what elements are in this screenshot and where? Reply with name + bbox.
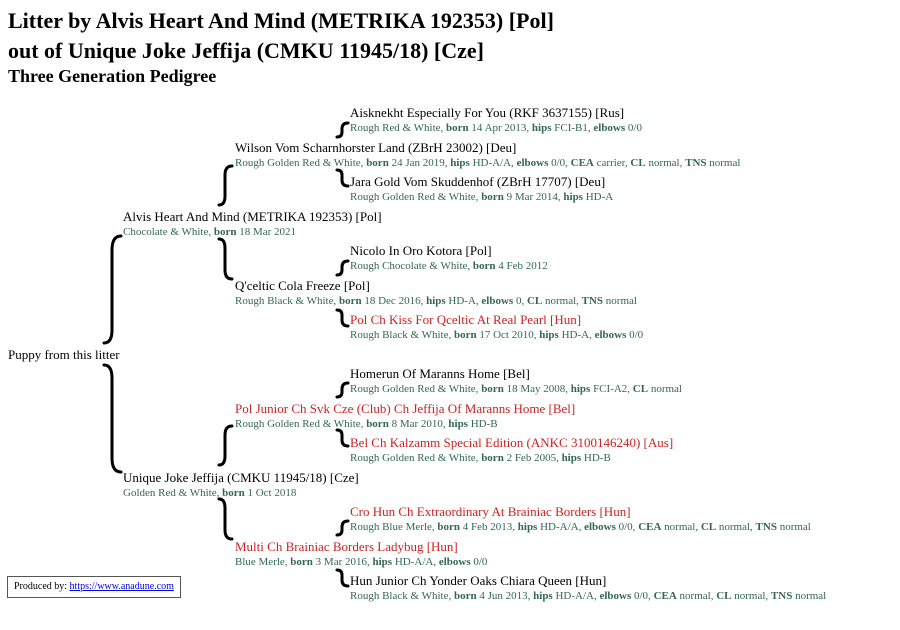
bracket-ggp-4 bbox=[337, 310, 348, 326]
detail-key: TNS bbox=[755, 521, 777, 533]
detail-key: CL bbox=[526, 295, 543, 307]
bracket-ggp-8 bbox=[337, 570, 348, 586]
detail-key: elbows bbox=[481, 295, 514, 307]
great-granddam-3 bbox=[350, 435, 673, 465]
dog-details: Rough Golden Red & White, born 24 Jan 2019, hips HD-A/A, elbows 0/0, CEA carrier, CL normal, TNS normal bbox=[235, 157, 741, 169]
detail-key: born bbox=[481, 452, 504, 464]
detail-key: CL bbox=[632, 383, 649, 395]
dog-name: Cro Hun Ch Extraordinary At Brainiac Borders [Hun] bbox=[350, 504, 631, 519]
detail-key: born bbox=[453, 329, 477, 341]
dam bbox=[123, 470, 359, 500]
producer-credit bbox=[7, 576, 181, 598]
granddam-maternal bbox=[235, 539, 487, 569]
detail-key: TNS bbox=[685, 157, 707, 169]
detail-key: hips bbox=[448, 418, 468, 430]
bracket-ggp-7 bbox=[337, 521, 348, 535]
detail-key: hips bbox=[372, 556, 393, 568]
dog-details: Rough Black & White, born 17 Oct 2010, hips HD-A, elbows 0/0 bbox=[350, 329, 644, 341]
dog-name: Hun Junior Ch Yonder Oaks Chiara Queen [Hun] bbox=[350, 573, 607, 588]
detail-key: born bbox=[366, 418, 389, 430]
dog-details: Rough Black & White, born 18 Dec 2016, hips HD-A, elbows 0, CL normal, TNS normal bbox=[235, 295, 637, 307]
bracket-dam-dam bbox=[219, 499, 232, 539]
dog-details: Rough Blue Merle, born 4 Feb 2013, hips HD-A/A, elbows 0/0, CEA normal, CL normal, TNS normal bbox=[350, 521, 811, 533]
detail-key: CEA bbox=[653, 590, 677, 602]
dog-details: Rough Golden Red & White, born 2 Feb 2005, hips HD-B bbox=[350, 452, 611, 464]
detail-key: elbows bbox=[594, 329, 627, 341]
dog-details: Rough Black & White, born 4 Jun 2013, hips HD-A/A, elbows 0/0, CEA normal, CL normal, TNS normal bbox=[350, 590, 827, 602]
dog-details: Golden Red & White, born 1 Oct 2018 bbox=[123, 487, 297, 499]
dog-name: Q'celtic Cola Freeze [Pol] bbox=[235, 278, 370, 293]
dog-name: Unique Joke Jeffija (CMKU 11945/18) [Cze] bbox=[123, 470, 359, 485]
bracket-ggp-2 bbox=[337, 170, 348, 186]
grandsire-maternal bbox=[235, 401, 575, 431]
detail-key: born bbox=[453, 590, 477, 602]
bracket-sire-sire bbox=[219, 166, 232, 205]
page-title-line-1: Litter by Alvis Heart And Mind (METRIKA 192353) [Pol] bbox=[8, 8, 554, 33]
dog-details: Rough Golden Red & White, born 18 May 2008, hips FCI-A2, CL normal bbox=[350, 383, 682, 395]
bracket-sire-dam bbox=[219, 239, 232, 279]
bracket-ggp-5 bbox=[337, 383, 348, 397]
dog-name: Jara Gold Vom Skuddenhof (ZBrH 17707) [Deu] bbox=[350, 174, 606, 189]
detail-key: hips bbox=[531, 122, 552, 134]
dog-details: Blue Merle, born 3 Mar 2016, hips HD-A/A, elbows 0/0 bbox=[235, 556, 488, 568]
great-granddam-1 bbox=[350, 174, 613, 204]
bracket-ggp-3 bbox=[337, 261, 348, 275]
detail-key: CL bbox=[700, 521, 717, 533]
producer-link[interactable]: https://www.anadune.com bbox=[69, 581, 174, 592]
detail-key: elbows bbox=[516, 157, 549, 169]
detail-key: CL bbox=[630, 157, 646, 169]
detail-key: born bbox=[446, 122, 469, 134]
great-grandsire-1 bbox=[350, 105, 642, 135]
great-granddam-2 bbox=[350, 312, 643, 342]
detail-key: born bbox=[481, 191, 504, 203]
detail-key: elbows bbox=[593, 122, 626, 134]
bracket-dam-sire bbox=[219, 426, 232, 465]
detail-key: born bbox=[366, 157, 389, 169]
detail-key: hips bbox=[517, 521, 538, 533]
producer-label: Produced by: bbox=[14, 581, 70, 592]
puppy-label: Puppy from this litter bbox=[8, 347, 120, 362]
dog-name: Homerun Of Maranns Home [Bel] bbox=[350, 366, 530, 381]
dog-details: Chocolate & White, born 18 Mar 2021 bbox=[123, 226, 297, 238]
page-subtitle: Three Generation Pedigree bbox=[8, 66, 217, 86]
great-grandsire-3 bbox=[350, 366, 682, 396]
bracket-puppy-dam bbox=[104, 365, 121, 472]
granddam-paternal bbox=[235, 278, 637, 308]
detail-key: CEA bbox=[638, 521, 662, 533]
dog-name: Pol Junior Ch Svk Cze (Club) Ch Jeffija Of Maranns Home [Bel] bbox=[235, 401, 576, 416]
detail-key: born bbox=[290, 556, 313, 568]
detail-key: born bbox=[472, 260, 496, 272]
detail-key: born bbox=[481, 383, 504, 395]
detail-key: elbows bbox=[599, 590, 632, 602]
dog-name: Wilson Vom Scharnhorster Land (ZBrH 23002) [Deu] bbox=[235, 140, 517, 155]
bracket-ggp-6 bbox=[337, 430, 348, 446]
detail-key: hips bbox=[426, 295, 446, 307]
sire bbox=[123, 209, 382, 239]
dog-name: Alvis Heart And Mind (METRIKA 192353) [Pol] bbox=[123, 209, 382, 224]
detail-key: TNS bbox=[770, 590, 793, 602]
great-grandsire-2 bbox=[350, 243, 548, 273]
detail-key: hips bbox=[450, 157, 470, 169]
detail-key: CL bbox=[716, 590, 732, 602]
detail-key: elbows bbox=[438, 556, 471, 568]
detail-key: born bbox=[222, 487, 245, 499]
dog-details: Rough Golden Red & White, born 9 Mar 2014, hips HD-A bbox=[350, 191, 614, 203]
detail-key: born bbox=[437, 521, 461, 533]
detail-key: born bbox=[338, 295, 362, 307]
great-granddam-4 bbox=[350, 573, 826, 603]
dog-name: Bel Ch Kalzamm Special Edition (ANKC 3100146240) [Aus] bbox=[350, 435, 674, 450]
detail-key: elbows bbox=[584, 521, 616, 533]
dog-name: Multi Ch Brainiac Borders Ladybug [Hun] bbox=[235, 539, 458, 554]
dog-details: Rough Chocolate & White, born 4 Feb 2012 bbox=[350, 260, 548, 272]
dog-name: Aisknekht Especially For You (RKF 3637155) [Rus] bbox=[350, 105, 625, 120]
detail-key: hips bbox=[570, 383, 591, 395]
bracket-puppy-sire bbox=[104, 236, 121, 343]
detail-key: hips bbox=[533, 590, 553, 602]
detail-key: born bbox=[213, 226, 237, 238]
detail-key: hips bbox=[563, 191, 583, 203]
detail-key: hips bbox=[561, 452, 582, 464]
page-title-line-2: out of Unique Joke Jeffija (CMKU 11945/18) [Cze] bbox=[8, 38, 484, 63]
dog-details: Rough Red & White, born 14 Apr 2013, hips FCI-B1, elbows 0/0 bbox=[350, 122, 642, 134]
grandsire-paternal bbox=[235, 140, 740, 170]
detail-key: TNS bbox=[581, 295, 604, 307]
detail-key: CEA bbox=[570, 157, 594, 169]
dog-name: Pol Ch Kiss For Qceltic At Real Pearl [Hun] bbox=[350, 312, 582, 327]
bracket-ggp-1 bbox=[337, 123, 348, 137]
great-grandsire-4 bbox=[350, 504, 811, 534]
dog-name: Nicolo In Oro Kotora [Pol] bbox=[350, 243, 492, 258]
detail-key: hips bbox=[539, 329, 559, 341]
dog-details: Rough Golden Red & White, born 8 Mar 2010, hips HD-B bbox=[235, 418, 498, 430]
